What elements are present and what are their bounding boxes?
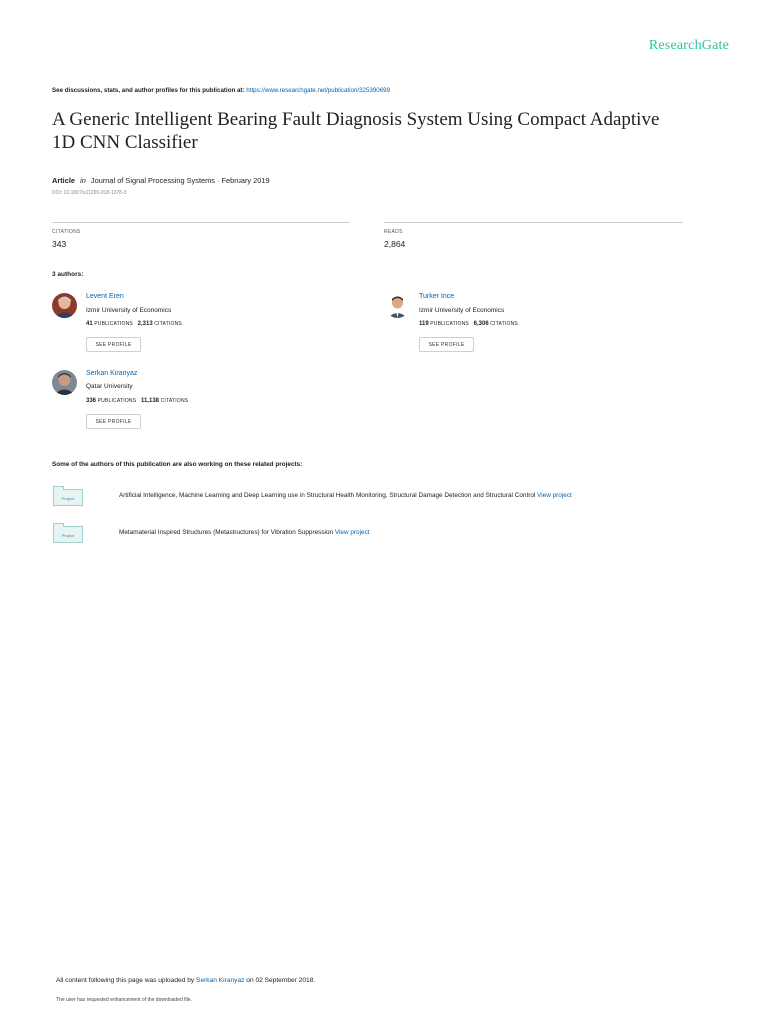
- related-project-item: [119, 529, 370, 536]
- avatar-serkan-kiranyaz[interactable]: [52, 370, 77, 395]
- view-project-link[interactable]: View project: [334, 529, 370, 536]
- project-folder-icon: Project: [53, 526, 83, 543]
- uploader-link[interactable]: Serkan Kiranyaz: [196, 977, 245, 984]
- citations-divider: [52, 222, 350, 223]
- author-affiliation: Qatar University: [86, 383, 133, 390]
- publication-url-link[interactable]: https://www.researchgate.net/publication/325390699: [246, 87, 391, 94]
- paper-title-line-1: A Generic Intelligent Bearing Fault Diagnosis System Using Compact Adaptive: [52, 109, 660, 130]
- publications-label: PUBLICATIONS: [97, 398, 137, 404]
- paper-title: [52, 108, 742, 154]
- publications-label: PUBLICATIONS: [430, 321, 469, 327]
- avatar-turker-ince[interactable]: [385, 293, 410, 318]
- citations-label: CITATIONS: [160, 398, 189, 404]
- publications-count: 41: [86, 321, 93, 327]
- related-projects-heading: Some of the authors of this publication are also working on these related projects:: [52, 461, 303, 468]
- publications-count: 336: [86, 398, 97, 404]
- author-affiliation: Izmir University of Economics: [86, 307, 172, 314]
- publications-count: 119: [419, 321, 429, 327]
- see-profile-button[interactable]: SEE PROFILE: [86, 337, 141, 352]
- in-word: in: [80, 176, 86, 185]
- journal-and-date: Journal of Signal Processing Systems · February 2019: [90, 176, 270, 185]
- related-project-item: [119, 492, 572, 499]
- upload-suffix: on 02 September 2018.: [246, 977, 316, 984]
- author-counts: [419, 321, 518, 327]
- see-profile-button[interactable]: SEE PROFILE: [419, 337, 474, 352]
- upload-notice: [56, 977, 315, 984]
- upload-prefix: All content following this page was uploaded by: [56, 977, 195, 984]
- author-name-levent-eren[interactable]: Levent Eren: [86, 293, 124, 300]
- publication-meta: [52, 176, 270, 185]
- paper-title-line-2: 1D CNN Classifier: [52, 132, 198, 153]
- authors-heading: 3 authors:: [52, 271, 84, 278]
- citations-label: CITATIONS: [154, 321, 182, 327]
- citations-count: 11,138: [140, 398, 159, 404]
- reads-label: READS: [384, 229, 403, 235]
- researchgate-logo[interactable]: ResearchGate: [648, 38, 729, 53]
- discussion-line: [52, 87, 390, 94]
- view-project-link[interactable]: View project: [537, 492, 572, 499]
- project-folder-icon: Project: [53, 489, 83, 506]
- author-name-serkan-kiranyaz[interactable]: Serkan Kiranyaz: [86, 370, 138, 377]
- reads-value: 2,864: [384, 239, 406, 249]
- author-affiliation: Izmir University of Economics: [419, 307, 505, 314]
- author-counts: [86, 321, 182, 327]
- avatar-levent-eren[interactable]: [52, 293, 77, 318]
- citations-count: 6,306: [473, 321, 489, 327]
- project-title: Artificial Intelligence, Machine Learning and Deep Learning use in Structural Health Monitoring, Structural Damage Detection and Structural Control: [119, 492, 536, 499]
- author-name-turker-ince[interactable]: Turker Ince: [419, 293, 455, 300]
- citations-label: CITATIONS: [52, 229, 81, 235]
- citations-label: CITATIONS: [490, 321, 518, 327]
- project-title: Metamaterial Inspired Structures (Metastructures) for Vibration Suppression: [119, 529, 334, 536]
- citations-count: 2,313: [137, 321, 153, 327]
- author-counts: [86, 398, 188, 404]
- citations-value: 343: [52, 239, 67, 249]
- enhancement-note: The user has requested enhancement of the downloaded file.: [56, 997, 192, 1003]
- see-profile-button[interactable]: SEE PROFILE: [86, 414, 141, 429]
- publication-type: Article: [52, 176, 76, 185]
- discussion-text: See discussions, stats, and author profiles for this publication at:: [52, 87, 245, 94]
- publications-label: PUBLICATIONS: [94, 321, 133, 327]
- reads-divider: [384, 222, 683, 223]
- doi: DOI: 10.1007/s11265-018-1378-3: [52, 190, 127, 196]
